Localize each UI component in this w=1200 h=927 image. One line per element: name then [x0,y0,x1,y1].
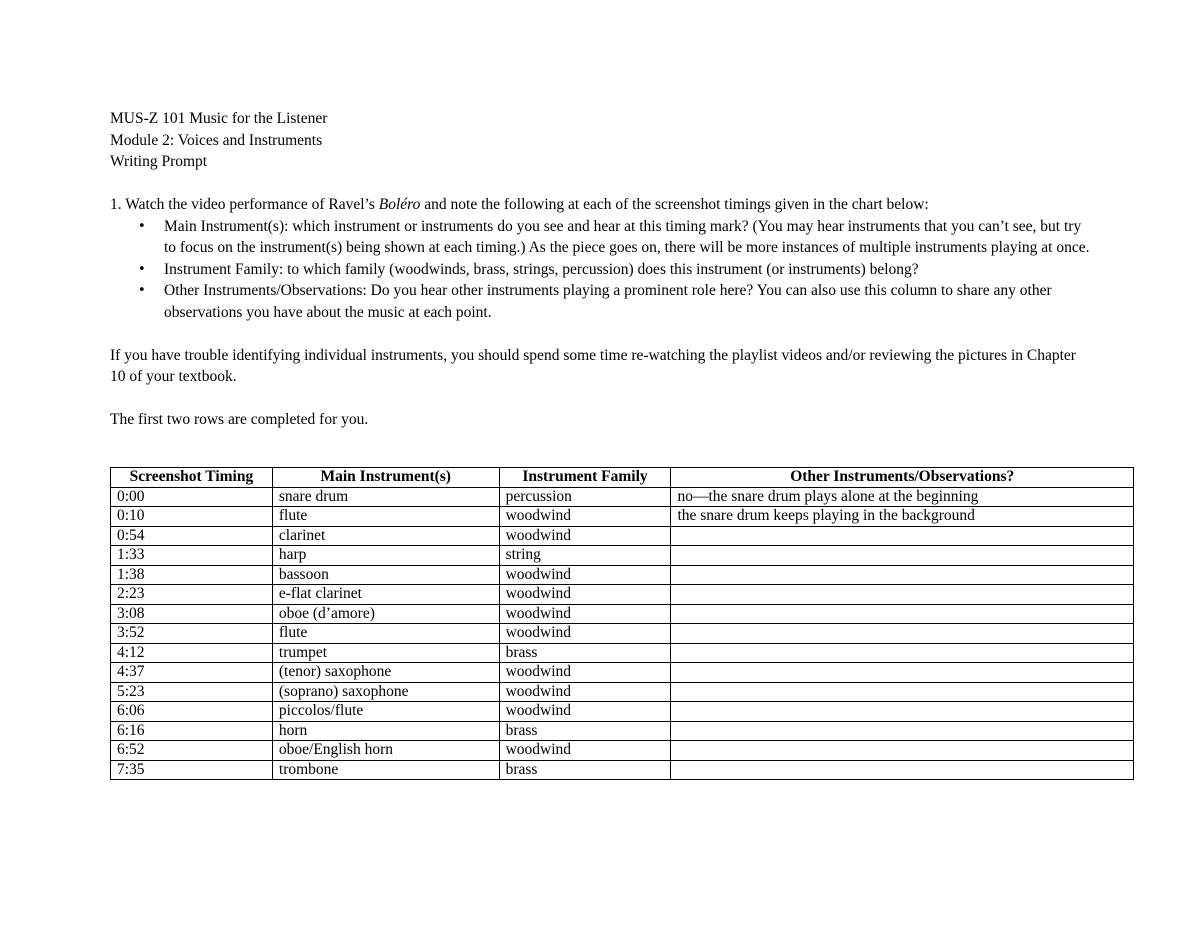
instrument-cell: e-flat clarinet [272,585,499,605]
instrument-cell: harp [272,546,499,566]
family-cell: woodwind [499,741,671,761]
family-cell: brass [499,760,671,780]
instrument-cell: flute [272,624,499,644]
observation-cell[interactable] [671,682,1134,702]
family-cell: woodwind [499,565,671,585]
instrument-cell: clarinet [272,526,499,546]
table-row [111,702,1134,722]
timing-cell: 2:23 [111,585,273,605]
timing-cell: 1:33 [111,546,273,566]
question-intro-after: and note the following at each of the screenshot timings given in the chart below: [420,196,929,213]
table-row [111,604,1134,624]
timing-cell: 3:52 [111,624,273,644]
timing-cell: 3:08 [111,604,273,624]
document-page [110,108,1134,431]
timing-cell: 0:54 [111,526,273,546]
observation-cell[interactable]: the snare drum keeps playing in the background [671,507,1134,527]
table-row [111,624,1134,644]
table-row [111,487,1134,507]
table-row [111,585,1134,605]
family-cell: brass [499,643,671,663]
instrument-cell: horn [272,721,499,741]
note-paragraph: The first two rows are completed for you. [110,411,369,428]
timing-cell: 4:12 [111,643,273,663]
family-cell: woodwind [499,682,671,702]
assignment-title: Writing Prompt [110,153,208,170]
family-cell: woodwind [499,526,671,546]
table-row [111,643,1134,663]
table-row [111,546,1134,566]
header-main-instruments: Main Instrument(s) [272,468,499,488]
family-cell: woodwind [499,624,671,644]
family-cell: woodwind [499,585,671,605]
table-row [111,721,1134,741]
timing-cell: 6:16 [111,721,273,741]
observation-cell[interactable] [671,663,1134,683]
instrument-cell: (soprano) saxophone [272,682,499,702]
piece-title: Boléro [378,196,421,213]
table-row [111,682,1134,702]
instrument-chart [110,467,1134,780]
family-cell: woodwind [499,663,671,683]
family-cell: percussion [499,487,671,507]
observation-cell[interactable] [671,585,1134,605]
instruction-instrument-family: • Instrument Family: to which family (woodwinds, brass, strings, percussion) does this instrument (or instruments) belong? [164,259,1094,281]
table-row [111,663,1134,683]
observation-cell[interactable] [671,624,1134,644]
family-cell: brass [499,721,671,741]
table-row [111,760,1134,780]
observation-cell[interactable] [671,565,1134,585]
instrument-cell: trombone [272,760,499,780]
timing-cell: 1:38 [111,565,273,585]
header-instrument-family: Instrument Family [499,468,671,488]
timing-cell: 4:37 [111,663,273,683]
observation-cell[interactable] [671,546,1134,566]
instrument-cell: bassoon [272,565,499,585]
instruction-main-instruments: • Main Instrument(s): which instrument or instruments do you see and hear at this timing mark? (You may hear instruments that you can’t see, but try to focus on the instrument(s) being shown at each timing.) As the piece goes on, there will be more instances of multiple instruments playing at once. [164,216,1094,259]
family-cell: woodwind [499,604,671,624]
course-title: MUS-Z 101 Music for the Listener [110,110,328,127]
instruction-other-observations: • Other Instruments/Observations: Do you hear other instruments playing a prominent role here? You can also use this column to share any other observations you have about the music at each point. [164,280,1094,323]
table-row [111,526,1134,546]
document-header [110,108,1134,173]
help-paragraph: If you have trouble identifying individual instruments, you should spend some time re-watching the playlist videos and/or reviewing the pictures in Chapter 10 of your textbook. [110,346,1076,385]
table-row [111,565,1134,585]
header-screenshot-timing: Screenshot Timing [111,468,273,488]
instruction-list [110,216,1134,324]
timing-cell: 5:23 [111,682,273,702]
observation-cell[interactable] [671,721,1134,741]
observation-cell[interactable] [671,741,1134,761]
instrument-cell: piccolos/flute [272,702,499,722]
instrument-cell: oboe/English horn [272,741,499,761]
observation-cell[interactable]: no—the snare drum plays alone at the beginning [671,487,1134,507]
instrument-cell: flute [272,507,499,527]
table-header-row [111,468,1134,488]
observation-cell[interactable] [671,526,1134,546]
family-cell: string [499,546,671,566]
header-other-observations: Other Instruments/Observations? [671,468,1134,488]
observation-cell[interactable] [671,643,1134,663]
timing-cell: 7:35 [111,760,273,780]
table-row [111,741,1134,761]
observation-cell[interactable] [671,760,1134,780]
question-intro-before: 1. Watch the video performance of Ravel’s [110,196,379,213]
timing-cell: 0:00 [111,487,273,507]
instrument-cell: (tenor) saxophone [272,663,499,683]
instrument-cell: oboe (d’amore) [272,604,499,624]
observation-cell[interactable] [671,702,1134,722]
family-cell: woodwind [499,702,671,722]
table-row [111,507,1134,527]
observation-cell[interactable] [671,604,1134,624]
instrument-cell: trumpet [272,643,499,663]
module-title: Module 2: Voices and Instruments [110,131,323,149]
instrument-cell: snare drum [272,487,499,507]
timing-cell: 6:06 [111,702,273,722]
family-cell: woodwind [499,507,671,527]
timing-cell: 0:10 [111,507,273,527]
timing-cell: 6:52 [111,741,273,761]
question-intro [110,194,1134,216]
